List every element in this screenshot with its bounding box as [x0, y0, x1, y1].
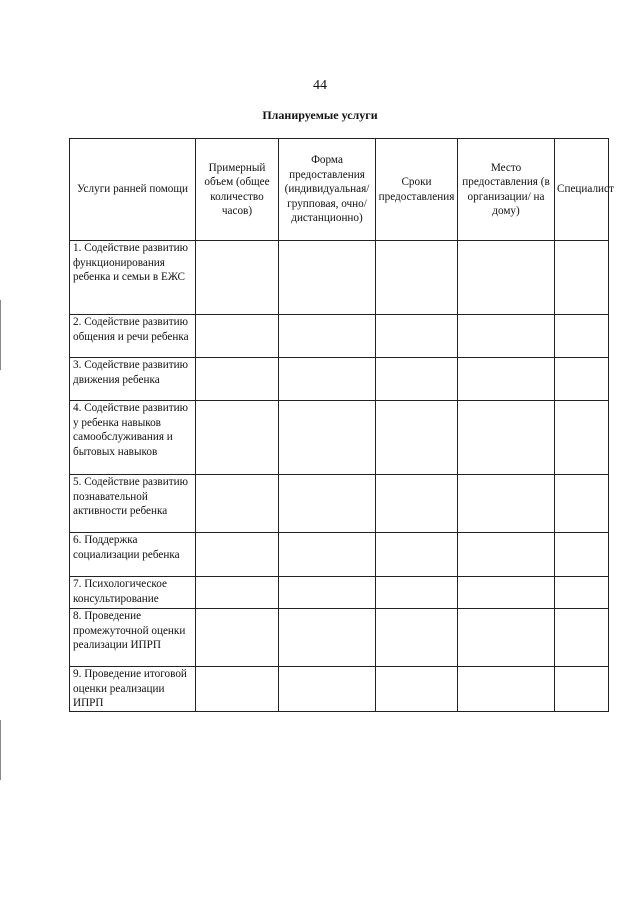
terms-cell [376, 609, 458, 667]
volume-cell [196, 241, 279, 315]
header-services: Услуги ранней помощи [70, 139, 196, 241]
specialist-cell [555, 401, 609, 475]
service-name: 5. Содействие развитию познавательной активности ребенка [70, 475, 196, 533]
place-cell [458, 358, 555, 401]
volume-cell [196, 609, 279, 667]
terms-cell [376, 667, 458, 712]
form-cell [279, 667, 376, 712]
specialist-cell [555, 667, 609, 712]
table-row [70, 577, 609, 609]
terms-cell [376, 401, 458, 475]
table-row [70, 315, 609, 358]
service-name: 6. Поддержка социализации ребенка [70, 533, 196, 577]
terms-cell [376, 533, 458, 577]
place-cell [458, 667, 555, 712]
specialist-cell [555, 577, 609, 609]
header-terms: Сроки предоставления [376, 139, 458, 241]
specialist-cell [555, 241, 609, 315]
place-cell [458, 475, 555, 533]
form-cell [279, 358, 376, 401]
table-row [70, 533, 609, 577]
header-place: Место предоставления (в организации/ на дому) [458, 139, 555, 241]
specialist-cell [555, 475, 609, 533]
volume-cell [196, 358, 279, 401]
service-name: 1. Содействие развитию функционирования ребенка и семьи в ЕЖС [70, 241, 196, 315]
terms-cell [376, 241, 458, 315]
service-name: 4. Содействие развитию у ребенка навыков самообслуживания и бытовых навыков [70, 401, 196, 475]
service-name: 2. Содействие развитию общения и речи ребенка [70, 315, 196, 358]
header-form: Форма предоставления (индивидуальная/ групповая, очно/ дистанционно) [279, 139, 376, 241]
terms-cell [376, 475, 458, 533]
terms-cell [376, 358, 458, 401]
table-row [70, 241, 609, 315]
place-cell [458, 577, 555, 609]
form-cell [279, 315, 376, 358]
place-cell [458, 241, 555, 315]
table-row [70, 609, 609, 667]
volume-cell [196, 533, 279, 577]
place-cell [458, 401, 555, 475]
specialist-cell [555, 609, 609, 667]
service-name: 7. Психологическое консультирование [70, 577, 196, 609]
volume-cell [196, 315, 279, 358]
document-title: Планируемые услуги [262, 108, 378, 122]
volume-cell [196, 577, 279, 609]
terms-cell [376, 577, 458, 609]
service-name: 9. Проведение итоговой оценки реализации ИПРП [70, 667, 196, 712]
form-cell [279, 577, 376, 609]
table-row [70, 358, 609, 401]
scan-edge-mark [0, 300, 1, 370]
scan-edge-mark [0, 720, 1, 780]
place-cell [458, 533, 555, 577]
header-specialist: Специалист [555, 139, 609, 241]
volume-cell [196, 475, 279, 533]
page-number: 44 [313, 78, 327, 93]
header-volume: Примерный объем (общее количество часов) [196, 139, 279, 241]
form-cell [279, 241, 376, 315]
specialist-cell [555, 533, 609, 577]
form-cell [279, 401, 376, 475]
place-cell [458, 315, 555, 358]
table-header-row [70, 139, 609, 241]
service-name: 3. Содействие развитию движения ребенка [70, 358, 196, 401]
table-row [70, 401, 609, 475]
specialist-cell [555, 358, 609, 401]
form-cell [279, 475, 376, 533]
volume-cell [196, 667, 279, 712]
volume-cell [196, 401, 279, 475]
place-cell [458, 609, 555, 667]
table-row [70, 475, 609, 533]
terms-cell [376, 315, 458, 358]
planned-services-table [69, 138, 614, 712]
specialist-cell [555, 315, 609, 358]
form-cell [279, 609, 376, 667]
form-cell [279, 533, 376, 577]
table-row [70, 667, 609, 712]
service-name: 8. Проведение промежуточной оценки реализации ИПРП [70, 609, 196, 667]
